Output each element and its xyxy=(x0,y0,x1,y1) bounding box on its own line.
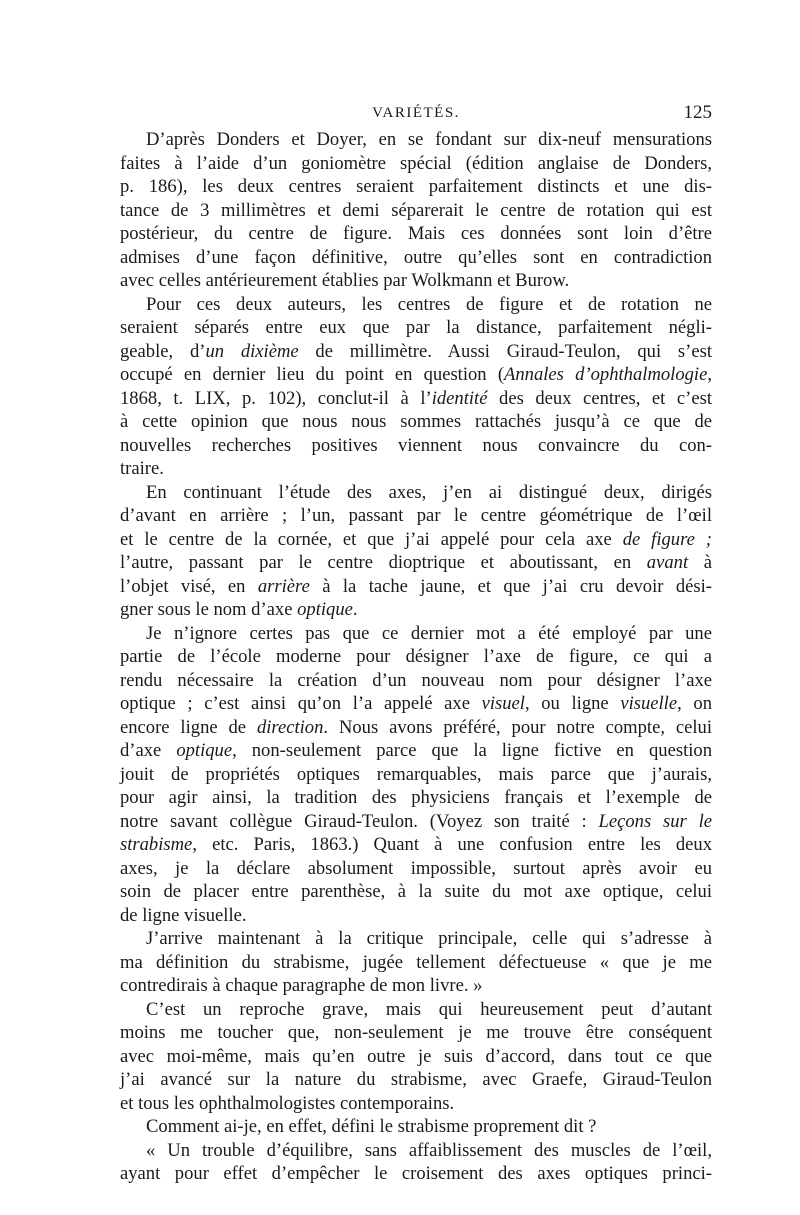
text-span: Je n’ignore certes pas que ce dernier mot a été employé par une xyxy=(146,622,712,644)
text-line xyxy=(120,175,712,199)
text-line xyxy=(120,974,712,998)
text-line xyxy=(120,951,712,975)
text-span: des deux centres, et c’est xyxy=(487,387,712,409)
text-span: à cette opinion que nous nous sommes rattachés jusqu’à ce que de xyxy=(120,411,712,432)
text-line xyxy=(120,528,712,552)
text-span: tance de 3 millimètres et demi séparerait le centre de rotation qui est xyxy=(120,199,712,221)
text-span: ayant pour effet d’empêcher le croisement des axes optiques princi- xyxy=(120,1163,712,1184)
text-span: . Nous avons préféré, pour notre compte, celui xyxy=(323,716,713,738)
text-span: En continuant l’étude des axes, j’en ai distingué deux, dirigés xyxy=(146,481,712,503)
text-line xyxy=(120,269,712,293)
text-line xyxy=(120,810,712,834)
text-line xyxy=(120,692,712,716)
text-span: D’après Donders et Doyer, en se fondant sur dix-neuf mensurations xyxy=(146,129,712,150)
text-span: , ou ligne xyxy=(524,693,621,714)
text-span: . xyxy=(352,599,358,620)
text-line xyxy=(120,904,712,928)
text-span: nouvelles recherches positives viennent nous convaincre du con- xyxy=(120,434,712,456)
text-line xyxy=(120,857,712,881)
text-span: faites à l’aide d’un goniomètre spécial (édition anglaise de Donders, xyxy=(120,152,712,174)
text-line xyxy=(120,880,712,904)
text-line xyxy=(120,246,712,270)
text-line xyxy=(120,387,712,411)
text-span: optique ; c’est ainsi qu’on l’a appelé axe xyxy=(120,693,482,714)
text-line xyxy=(120,833,712,857)
text-span: , etc. Paris, 1863.) Quant à une confusion entre les deux xyxy=(192,834,712,855)
text-span: , non-seulement parce que la ligne fictive en question xyxy=(232,740,712,761)
text-span: p. 186), les deux centres seraient parfaitement distincts et une dis- xyxy=(120,176,712,197)
text-span: contredirais à chaque paragraphe de mon livre. » xyxy=(120,975,483,996)
italic-text: direction xyxy=(256,716,324,738)
text-line xyxy=(120,481,712,505)
text-line xyxy=(120,763,712,787)
text-span: avec moi-même, mais qu’en outre je suis d’accord, dans tout ce que xyxy=(120,1045,712,1067)
text-span: seraient séparés entre eux que par la distance, parfaitement négli- xyxy=(120,317,712,338)
italic-text: Leçons sur le xyxy=(598,810,712,832)
text-line xyxy=(120,1162,712,1186)
text-span: admises d’une façon définitive, outre qu’elles sont en contradiction xyxy=(120,246,712,268)
italic-text: avant xyxy=(646,552,689,573)
text-line xyxy=(120,1021,712,1045)
text-span: ma définition du strabisme, jugée tellement défectueuse « que je me xyxy=(120,951,712,973)
italic-text: optique xyxy=(176,740,233,761)
text-line xyxy=(120,716,712,740)
text-span: , xyxy=(707,364,712,385)
text-line xyxy=(120,340,712,364)
text-line xyxy=(120,1092,712,1116)
text-span: soin de placer entre parenthèse, à la suite du mot axe optique, celui xyxy=(120,881,712,902)
text-span: C’est un reproche grave, mais qui heureusement peut d’autant xyxy=(146,998,712,1020)
text-span: , on xyxy=(677,693,712,714)
text-span: à xyxy=(688,552,712,573)
text-line xyxy=(120,457,712,481)
running-head xyxy=(120,101,712,125)
text-span: jouit de propriétés optiques remarquables, mais parce que j’aurais, xyxy=(120,763,712,785)
text-span: partie de l’école moderne pour désigner l’axe de figure, ce qui a xyxy=(120,646,712,667)
italic-text: visuel xyxy=(481,693,525,714)
text-span: Comment ai-je, en effet, défini le strabisme proprement dit ? xyxy=(146,1116,597,1137)
text-line xyxy=(120,551,712,575)
text-line xyxy=(120,1045,712,1069)
text-line xyxy=(120,669,712,693)
text-span: pour agir ainsi, la tradition des physiciens français et l’exemple de xyxy=(120,787,712,808)
text-span: de millimètre. Aussi Giraud-Teulon, qui s’est xyxy=(298,340,712,362)
body-text xyxy=(120,128,712,1186)
text-line xyxy=(120,575,712,599)
italic-text: visuelle xyxy=(620,693,678,714)
text-line xyxy=(120,410,712,434)
text-line xyxy=(120,927,712,951)
italic-text: Annales d’ophthalmologie xyxy=(504,364,708,385)
text-span: et tous les ophthalmologistes contemporains. xyxy=(120,1092,455,1114)
text-line xyxy=(120,316,712,340)
text-line xyxy=(120,152,712,176)
text-line xyxy=(120,598,712,622)
text-span: moins me toucher que, non-seulement je me trouve être conséquent xyxy=(120,1022,712,1043)
text-span: avec celles antérieurement établies par Wolkmann et Burow. xyxy=(120,270,570,291)
text-line xyxy=(120,1115,712,1139)
text-span: encore ligne de xyxy=(120,716,257,738)
text-line xyxy=(120,293,712,317)
italic-text: identité xyxy=(431,387,488,409)
text-span: occupé en dernier lieu du point en question ( xyxy=(120,364,505,385)
text-line xyxy=(120,128,712,152)
page-number: 125 xyxy=(683,102,712,123)
text-span: j’ai avancé sur la nature du strabisme, avec Graefe, Giraud-Teulon xyxy=(120,1069,712,1090)
italic-text: arrière xyxy=(257,575,310,597)
text-line xyxy=(120,199,712,223)
text-span: J’arrive maintenant à la critique principale, celle qui s’adresse à xyxy=(146,928,712,949)
text-span: rendu nécessaire la création d’un nouveau nom pour désigner l’axe xyxy=(120,669,712,691)
text-line xyxy=(120,222,712,246)
text-span: postérieur, du centre de figure. Mais ces données sont loin d’être xyxy=(120,223,712,244)
text-line xyxy=(120,1068,712,1092)
italic-text: optique xyxy=(297,599,353,620)
text-line xyxy=(120,622,712,646)
text-span: notre savant collègue Giraud-Teulon. (Voyez son traité : xyxy=(120,810,599,832)
text-span: d’axe xyxy=(120,740,177,761)
running-head-title: VARIÉTÉS. xyxy=(372,105,460,121)
text-span: gner sous le nom d’axe xyxy=(120,599,298,620)
text-span: Pour ces deux auteurs, les centres de figure et de rotation ne xyxy=(146,293,712,315)
text-line xyxy=(120,363,712,387)
text-span: à la tache jaune, et que j’ai cru devoir dési- xyxy=(309,575,712,597)
text-span: l’autre, passant par le centre dioptrique et aboutissant, en xyxy=(120,552,647,573)
text-line xyxy=(120,739,712,763)
text-span: geable, d’ xyxy=(120,340,206,362)
text-line xyxy=(120,998,712,1022)
text-line xyxy=(120,504,712,528)
italic-text: strabisme xyxy=(120,834,193,855)
text-span: 1868, t. LIX, p. 102), conclut-il à l’ xyxy=(120,387,432,409)
italic-text: un dixième xyxy=(205,340,299,362)
text-span: et le centre de la cornée, et que j’ai appelé pour cela axe xyxy=(120,528,623,550)
text-line xyxy=(120,645,712,669)
text-span: traire. xyxy=(120,458,164,479)
italic-text: de figure ; xyxy=(622,528,713,550)
text-line xyxy=(120,434,712,458)
text-line xyxy=(120,786,712,810)
text-span: d’avant en arrière ; l’un, passant par le centre géométrique de l’œil xyxy=(120,505,712,526)
text-span: de ligne visuelle. xyxy=(120,904,247,926)
text-span: « Un trouble d’équilibre, sans affaiblissement des muscles de l’œil, xyxy=(146,1139,712,1161)
text-span: axes, je la déclare absolument impossible, surtout après avoir eu xyxy=(120,857,712,879)
text-span: l’objet visé, en xyxy=(120,575,258,597)
text-line xyxy=(120,1139,712,1163)
